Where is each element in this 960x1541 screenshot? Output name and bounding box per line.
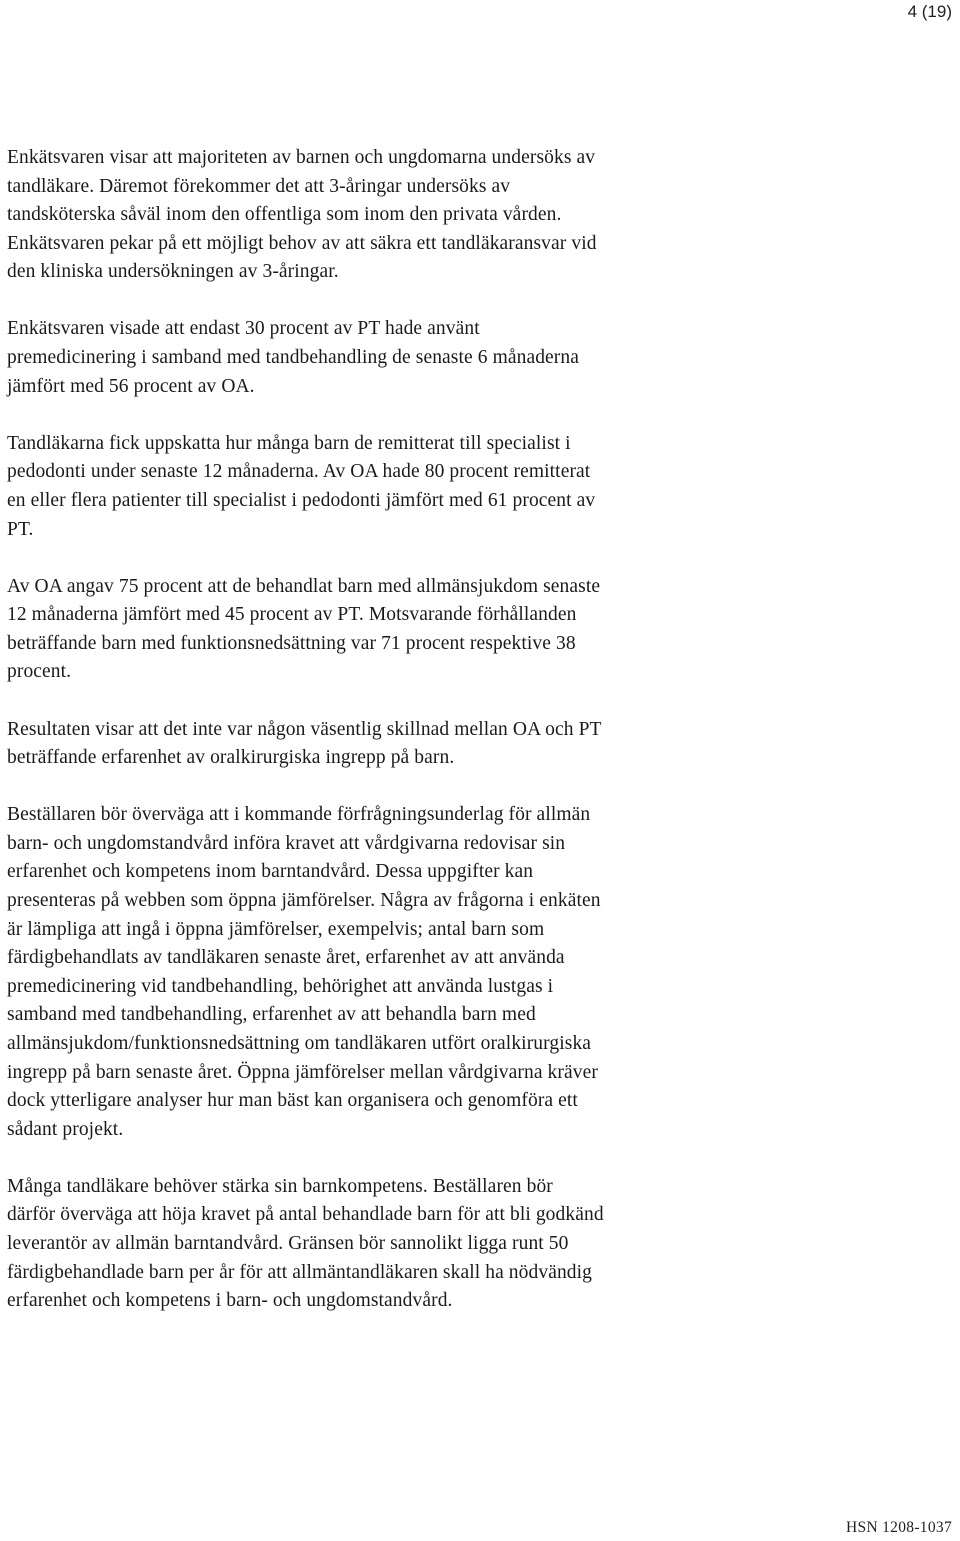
paragraph-premedication: Enkätsvaren visade att endast 30 procent av PT hade använt premedicinering i samband med tandbehandling de senaste 6 månaderna jämfört med 56 procent av OA. [7, 318, 579, 397]
document-id: HSN 1208-1037 [846, 1519, 952, 1536]
paragraph-referrals: Tandläkarna fick uppskatta hur många barn de remitterat till specialist i pedodonti under senaste 12 månaderna. Av OA hade 80 procent remitterat en eller flera patienter till specialist i pedodonti jämfört med 61 procent av PT. [7, 432, 596, 540]
paragraph-general-illness: Av OA angav 75 procent att de behandlat barn med allmänsjukdom senaste 12 månaderna jämfört med 45 procent av PT. Motsvarande förhållanden beträffande barn med funktionsnedsättning var 71 procent respektive 38 procent. [7, 575, 601, 683]
paragraph-examiner-findings: Enkätsvaren visar att majoriteten av barnen och ungdomarna undersöks av tandläkare. Däremot förekommer det att 3-åringar undersöks av tandsköterska såväl inom den offentliga som inom den privata vården. Enkätsvaren pekar på ett möjligt behov av att säkra ett tandläkaransvar vid den kliniska undersökningen av 3-åringar. [7, 147, 597, 283]
paragraph-procurement-recommendation: Beställaren bör överväga att i kommande förfrågningsunderlag för allmän barn- och ungdomstandvård införa kravet att vårdgivarna redovisar sin erfarenhet och kompetens inom barntandvård. Dessa uppgifter kan presenteras på webben som öppna jämförelser. Några av frågorna i enkäten är lämpliga att ingå i öppna jämförelser, exempelvis; antal barn som färdigbehandlats av tandläkaren senaste året, erfarenhet av att använda premedicinering vid tandbehandling, behörighet att använda lustgas i samband med tandbehandling, erfarenhet av att behandla barn med allmänsjukdom/funktionsnedsättning om tandläkaren utfört oralkirurgiska ingrepp på barn senaste året. Öppna jämförelser mellan vårdgivarna kräver dock ytterligare analyser hur man bäst kan organisera och genomföra ett sådant projekt. [7, 804, 601, 1140]
paragraph-oral-surgery: Resultaten visar att det inte var någon väsentlig skillnad mellan OA och PT beträffande erfarenhet av oralkirurgiska ingrepp på barn. [7, 718, 602, 769]
page-number: 4 (19) [907, 2, 952, 21]
document-body [7, 144, 767, 1344]
paragraph-competence-requirement: Många tandläkare behöver stärka sin barnkompetens. Beställaren bör därför överväga att höja kravet på antal behandlade barn för att bli godkänd leverantör av allmän barntandvård. Gränsen bör sannolikt ligga runt 50 färdigbehandlade barn per år för att allmäntandläkaren skall ha nödvändig erfarenhet och kompetens i barn- och ungdomstandvård. [7, 1175, 604, 1312]
